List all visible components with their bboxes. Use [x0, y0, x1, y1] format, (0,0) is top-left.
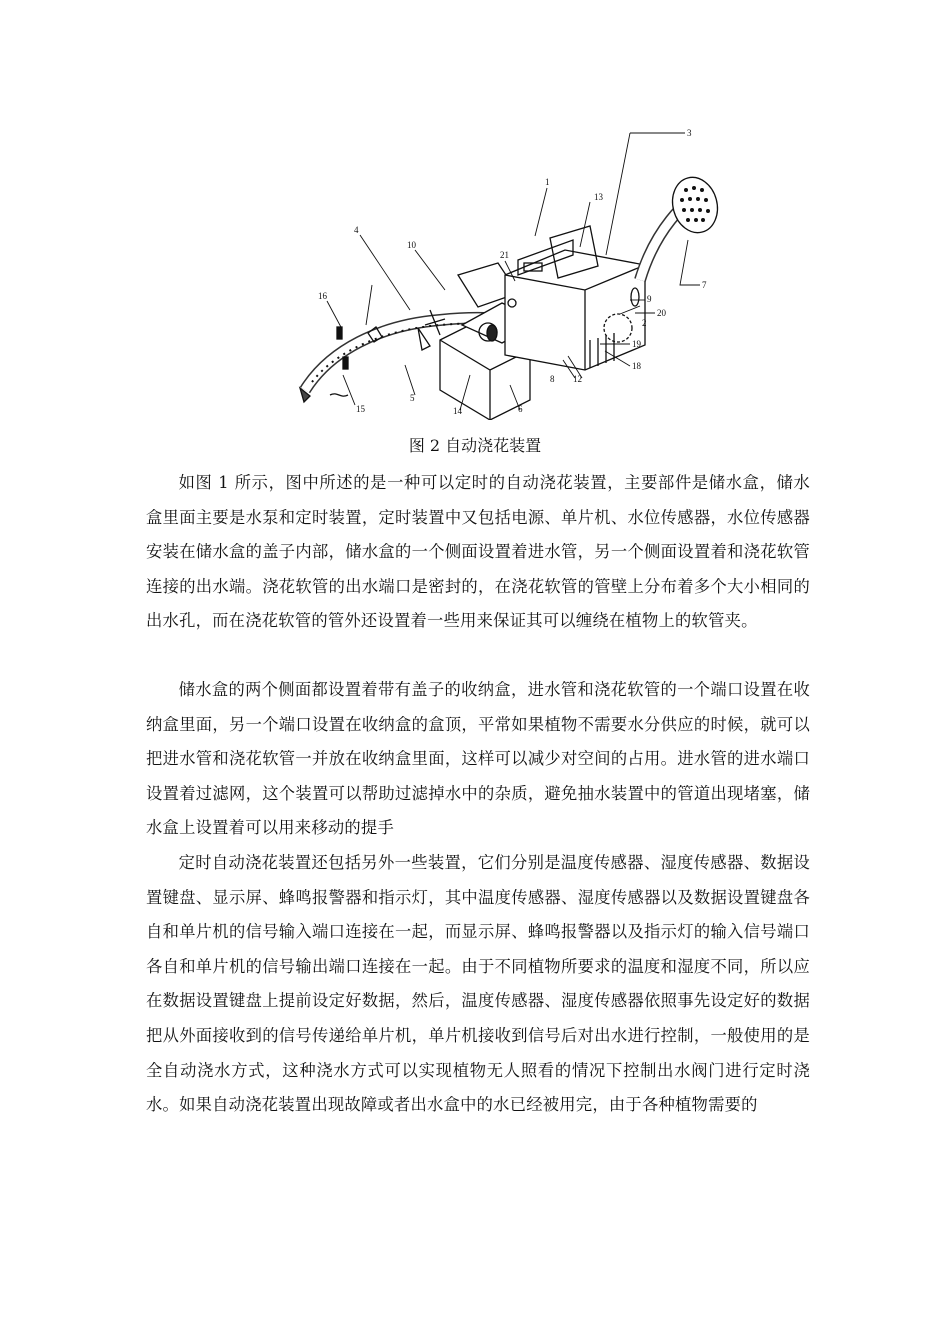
callout-2: 2 — [642, 318, 647, 328]
callout-17: 18 — [632, 361, 641, 371]
callout-13: 13 — [594, 192, 603, 202]
device-figure — [290, 120, 730, 420]
callout-12: 12 — [573, 374, 582, 384]
callout-9: 9 — [647, 294, 652, 304]
callout-10: 10 — [407, 240, 416, 250]
callout-20: 21 — [500, 250, 509, 260]
callout-19: 20 — [657, 308, 666, 318]
figure-caption: 图 2 自动浇花装置 — [408, 436, 542, 455]
paragraph-text: 定时自动浇花装置还包括另外一些装置，它们分别是温度传感器、湿度传感器、数据设置键盘、显示屏、蜂鸣报警器和指示灯，其中温度传感器、湿度传感器以及数据设置键盘各自和单片机的信号输入端口连接在一起，而显示屏、蜂鸣报警器以及指示灯的输入信号端口各自和单片机的信号输出端口连接在一起。由于不同植物所要求的温度和湿度不同，所以应在数据设置键盘上提前设定好数据，然后，温度传感器、湿度传感器依照事先设定好的数据把从外面接收到的信号传递给单片机，单片机接收到信号后对出水进行控制，一般使用的是全自动浇水方式，这种浇水方式可以实现植物无人照看的情况下控制出水阀门进行定时浇水。如果自动浇花装置出现故障或者出水盒中的水已经被用完，由于各种植物需要的 — [146, 853, 810, 1115]
callout-7: 7 — [702, 280, 707, 290]
callout-8: 8 — [550, 374, 555, 384]
paragraph-text: 储水盒的两个侧面都设置着带有盖子的收纳盒，进水管和浇花软管的一个端口设置在收纳盒里面，另一个端口设置在收纳盒的盒顶，平常如果植物不需要水分供应的时候，就可以把进水管和浇花软管一并放在收纳盒里面，这样可以减少对空间的占用。进水管的进水端口设置着过滤网，这个装置可以帮助过滤掉水中的杂质，避免抽水装置中的管道出现堵塞，储水盒上设置着可以用来移动的提手 — [146, 680, 810, 838]
paragraph-2 — [146, 673, 810, 846]
callout-16: 15 — [356, 404, 365, 414]
callout-1: 1 — [545, 177, 550, 187]
callout-4: 4 — [354, 225, 359, 235]
callout-6: 6 — [518, 404, 523, 414]
callout-14: 14 — [453, 406, 462, 416]
paragraph-1 — [146, 466, 810, 639]
callout-18: 19 — [632, 339, 641, 349]
callout-5: 5 — [410, 393, 415, 403]
callout-3: 3 — [687, 128, 692, 138]
callout-15: 16 — [318, 291, 327, 301]
paragraph-text: 如图 1 所示，图中所述的是一种可以定时的自动浇花装置，主要部件是储水盒，储水盒里面主要是水泵和定时装置，定时装置中又包括电源、单片机、水位传感器，水位传感器安装在储水盒的盖子内部，储水盒的一个侧面设置着进水管，另一个侧面设置着和浇花软管连接的出水端。浇花软管的出水端口是密封的，在浇花软管的管壁上分布着多个大小相同的出水孔，而在浇花软管的管外还设置着一些用来保证其可以缠绕在植物上的软管夹。 — [146, 473, 810, 631]
watering-device-diagram — [290, 120, 730, 420]
paragraph-3 — [146, 846, 810, 1123]
